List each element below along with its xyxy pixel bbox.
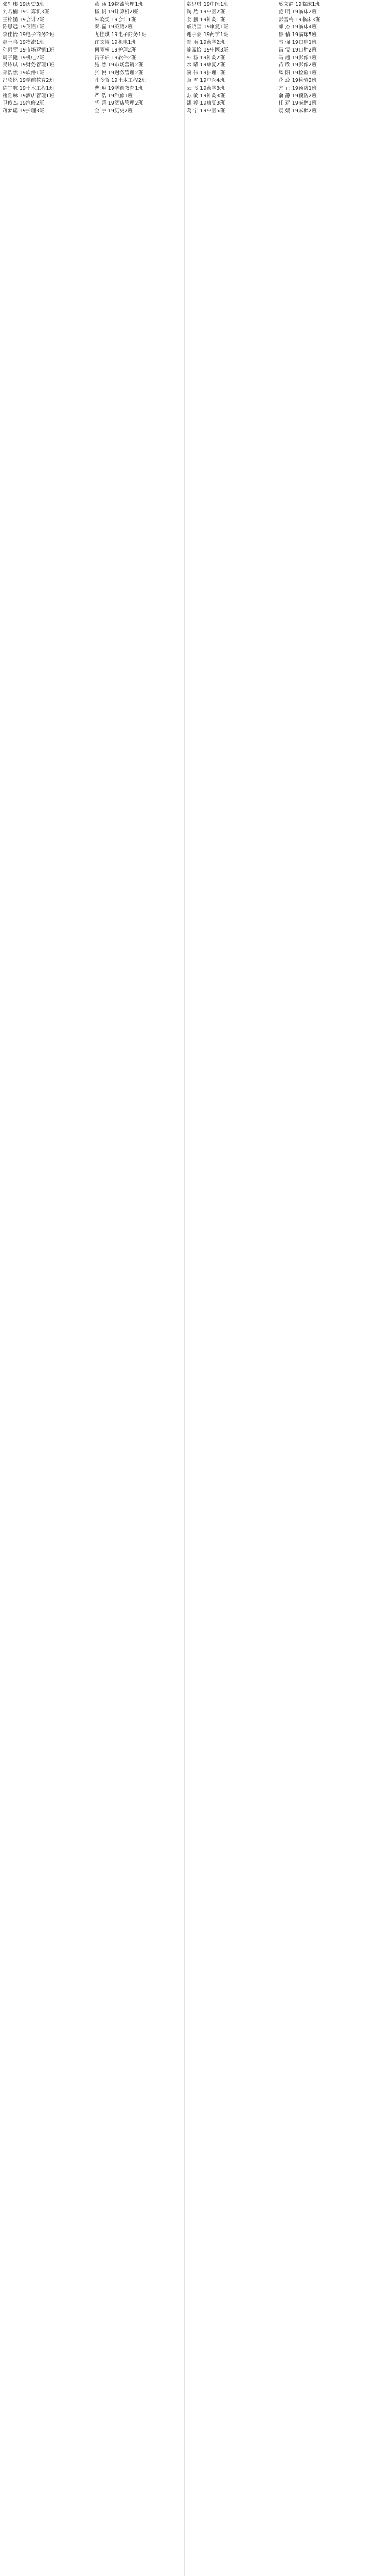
roster-entry: 杨 帆 19计算机2班 <box>94 9 138 15</box>
roster-entry: 曹 琳 19学前教育1班 <box>94 85 143 91</box>
roster-entry: 周子健 19机电2班 <box>3 55 44 61</box>
roster-entry: 云 飞 19药学3班 <box>187 85 225 91</box>
roster-entry: 尤佳琪 19电子商务1班 <box>94 32 147 38</box>
roster-column-4 <box>277 0 369 2576</box>
roster-entry: 鲁 倩 19临床5班 <box>278 32 317 38</box>
roster-entry: 柏 杨 19针灸2班 <box>187 55 225 61</box>
roster-entry: 张轩玮 19历史3班 <box>3 2 44 7</box>
roster-entry: 朱晓雯 19会计1班 <box>94 16 137 23</box>
roster-entry: 严 浩 19汽修1班 <box>94 93 133 99</box>
roster-entry: 方 正 19预防1班 <box>278 85 317 91</box>
roster-entry: 苗 欣 19影像2班 <box>278 62 317 69</box>
roster-entry: 水 晴 19康复2班 <box>187 62 225 69</box>
roster-entry: 陶 然 19中医2班 <box>187 9 225 15</box>
roster-entry: 王梓涵 19会计2班 <box>3 16 44 23</box>
roster-entry: 任 远 19麻醉1班 <box>278 100 317 107</box>
roster-entry: 谢子豪 19药学1班 <box>187 32 228 38</box>
roster-entry: 施 然 19市场营销2班 <box>94 62 143 69</box>
roster-entry: 张 悦 19财务管理2班 <box>94 70 143 76</box>
roster-entry: 花 蕊 19检验2班 <box>278 77 317 83</box>
roster-entry: 刘若楠 19计算机3班 <box>3 9 49 15</box>
roster-entry: 魏思琪 19中医1班 <box>187 2 228 7</box>
roster-entry: 郎 杰 19临床4班 <box>278 24 317 30</box>
roster-entry: 孔令哲 19土木工程2班 <box>94 77 147 83</box>
roster-entry: 吴诗琪 19财务管理1班 <box>3 62 55 69</box>
roster-entry: 董 涵 19物流管理1班 <box>94 2 143 7</box>
roster-entry: 何雨桐 19护理2班 <box>94 47 137 53</box>
roster-entry: 潘 婷 19康复3班 <box>187 100 225 107</box>
roster-entry: 许文博 19机电1班 <box>94 39 137 45</box>
roster-entry: 陈宇航 19土木工程1班 <box>3 85 55 91</box>
roster-entry: 葛 宁 19中医5班 <box>187 108 225 114</box>
roster-entry: 戚晓雪 19康复1班 <box>187 24 228 30</box>
roster-entry: 凤 阳 19检验1班 <box>278 70 317 76</box>
roster-entry: 陈思远 19英语1班 <box>3 24 44 30</box>
roster-entry: 孙雨萱 19市场营销1班 <box>3 47 55 53</box>
roster-column-2 <box>93 0 186 2576</box>
roster-entry: 吕子轩 19软件2班 <box>94 55 137 61</box>
roster-entry: 喻嘉怡 19中医3班 <box>187 47 228 53</box>
roster-entry: 冯欣悦 19学前教育2班 <box>3 77 55 83</box>
roster-entry: 华 蕾 19酒店管理2班 <box>94 100 143 107</box>
roster-entry: 韦 强 19口腔1班 <box>278 39 317 45</box>
roster-entry: 金 宇 19历史2班 <box>94 108 133 114</box>
roster-entry: 范 明 19临床2班 <box>278 9 317 15</box>
roster-column-1 <box>1 0 93 2576</box>
roster-entry: 苏 敏 19针灸3班 <box>187 93 225 99</box>
roster-entry: 袁 媛 19麻醉2班 <box>278 108 317 114</box>
roster-entry: 马 超 19影像1班 <box>278 55 317 61</box>
roster-entry: 李佳怡 19电子商务2班 <box>3 32 55 38</box>
roster-entry: 赵一鸣 19物流1班 <box>3 39 44 45</box>
roster-entry: 邹 雨 19药学2班 <box>187 39 225 45</box>
roster-entry: 奚文静 19临床1班 <box>278 2 321 7</box>
roster-entry: 昌 雯 19口腔2班 <box>278 47 317 53</box>
roster-entry: 郑浩然 19软件1班 <box>3 70 44 76</box>
roster-column-3 <box>185 0 277 2576</box>
roster-entry: 褚雅琳 19酒店管理1班 <box>3 93 55 99</box>
roster-entry: 蒋梦瑶 19护理3班 <box>3 108 44 114</box>
roster-entry: 姜 鹏 19针灸1班 <box>187 16 225 23</box>
roster-entry: 秦 磊 19英语2班 <box>94 24 133 30</box>
roster-entry: 窦 伟 19护理1班 <box>187 70 225 76</box>
roster-entry: 章 雪 19中医4班 <box>187 77 225 83</box>
roster-entry: 彭雪梅 19临床3班 <box>278 16 321 23</box>
roster-entry: 卫俊杰 19汽修2班 <box>3 100 44 107</box>
roster-entry: 俞 静 19预防2班 <box>278 93 317 99</box>
